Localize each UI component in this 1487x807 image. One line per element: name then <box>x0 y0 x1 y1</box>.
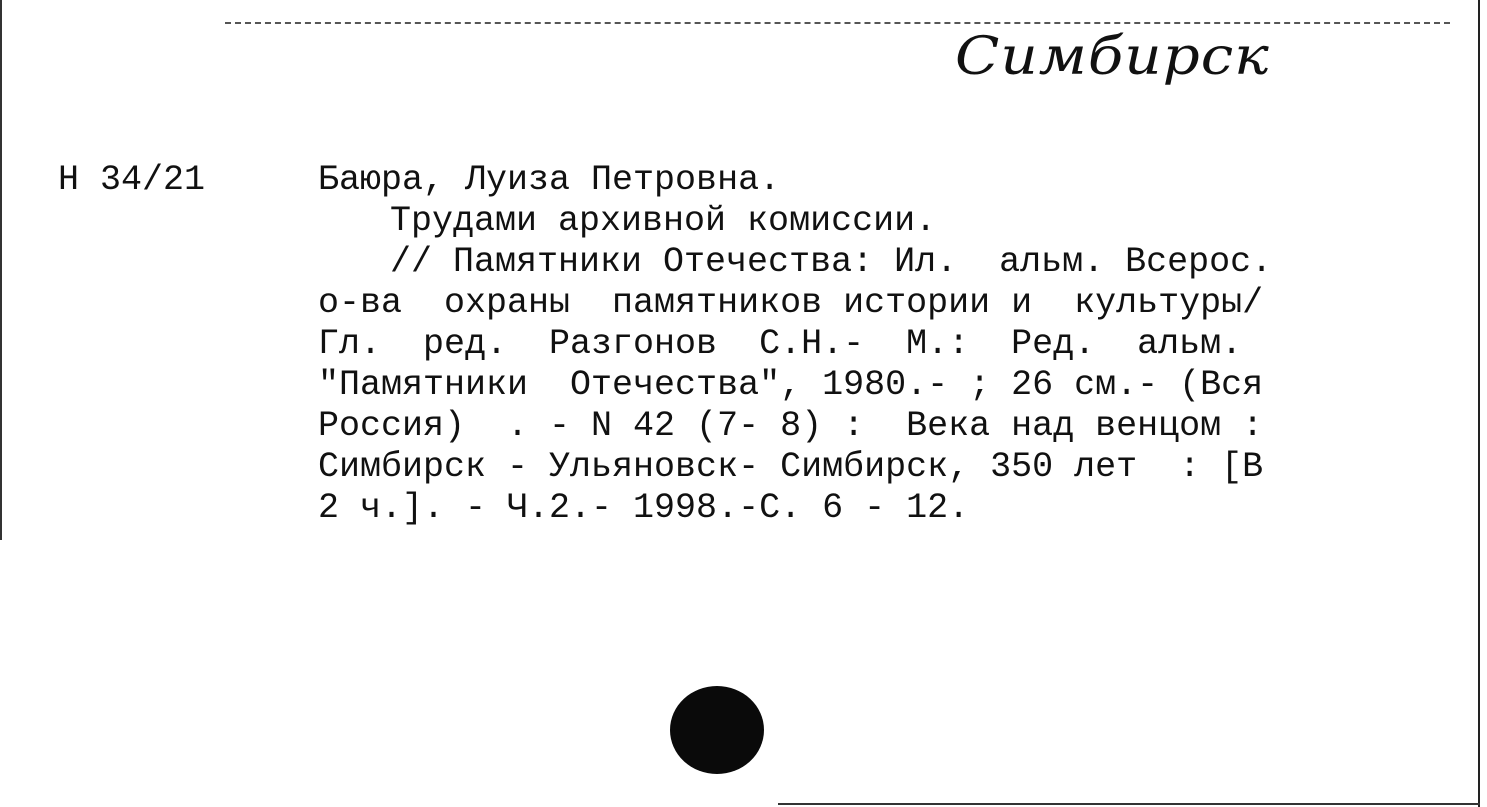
entry-line-2: о-ва охраны памятников истории и культуры/ <box>318 283 1264 323</box>
card-left-edge <box>0 0 2 540</box>
entry-line-5: Россия) . - N 42 (7- 8) : Века над венцом : <box>318 406 1264 446</box>
card-right-edge <box>1478 0 1480 807</box>
entry-line-6: Симбирск - Ульяновск- Симбирск, 350 лет : [В <box>318 447 1264 487</box>
bibliographic-entry <box>318 160 1398 529</box>
punch-hole <box>670 686 764 774</box>
title-line: Трудами архивной комиссии. <box>390 201 937 241</box>
handwritten-heading: Симбирск <box>955 25 1270 87</box>
entry-line-3: Гл. ред. Разгонов С.Н.- М.: Ред. альм. <box>318 324 1243 364</box>
shelfmark: Н 34/21 <box>58 160 206 200</box>
author-line: Баюра, Луиза Петровна. <box>318 160 781 200</box>
card-top-edge <box>225 22 1450 24</box>
card-bottom-edge <box>778 803 1480 805</box>
entry-line-7: 2 ч.]. - Ч.2.- 1998.-С. 6 - 12. <box>318 488 970 528</box>
entry-line-1: // Памятники Отечества: Ил. альм. Всерос. <box>390 242 1273 282</box>
entry-line-4: "Памятники Отечества", 1980.- ; 26 см.- (Вся <box>318 365 1264 405</box>
